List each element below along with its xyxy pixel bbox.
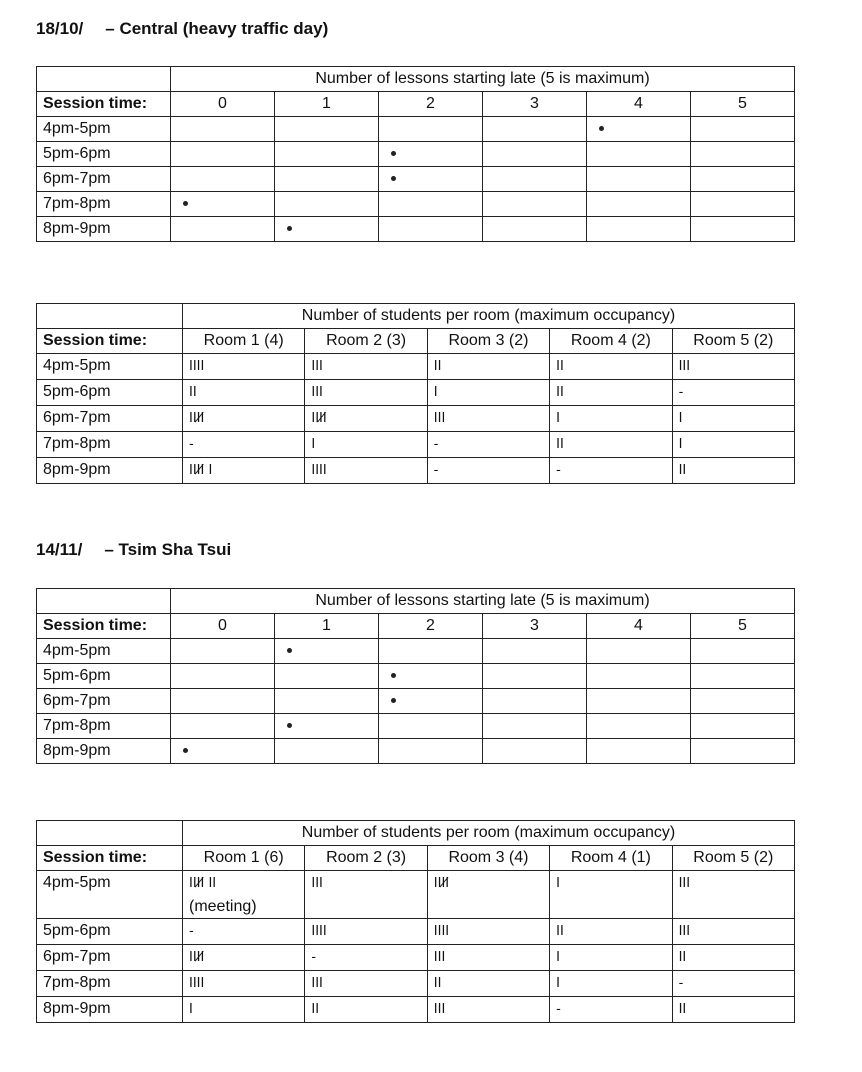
row-header: Session time:: [37, 846, 183, 871]
row-header: Session time:: [37, 614, 171, 639]
occupancy-cell: [427, 354, 549, 380]
table-row: [37, 432, 795, 458]
row-header: Session time:: [37, 329, 183, 354]
tally-marks: I: [678, 437, 683, 452]
session-time: 7pm-8pm: [37, 971, 183, 997]
occupancy-cell: [183, 432, 305, 458]
table-row: [37, 117, 795, 142]
late-cell: [587, 689, 691, 714]
session-time: 8pm-9pm: [37, 997, 183, 1023]
column-header: 4: [587, 614, 691, 639]
occupancy-cell: [305, 997, 427, 1023]
tally-marks: I: [556, 411, 561, 426]
tally-dot-marker: [599, 126, 604, 131]
late-cell: [587, 664, 691, 689]
late-table-caption: Number of lessons starting late (5 is maximum): [171, 67, 795, 92]
room-occupancy-table: [36, 820, 795, 1023]
occupancy-cell: [305, 458, 427, 484]
tally-marks: II: [678, 463, 687, 478]
occupancy-cell: [672, 458, 794, 484]
occupancy-cell: [427, 458, 549, 484]
late-cell: [171, 664, 275, 689]
tally-marks: II: [311, 1002, 320, 1017]
late-cell: [691, 664, 795, 689]
tally-marks: -: [189, 924, 194, 939]
late-cell: [171, 117, 275, 142]
occupancy-cell: [427, 871, 549, 919]
tally-marks: III: [311, 385, 323, 400]
section2-date: 14/11/: [36, 540, 83, 559]
late-cell: [379, 639, 483, 664]
occupancy-cell: [672, 354, 794, 380]
tally-marks: III: [311, 976, 323, 991]
tally-marks: II: [433, 976, 442, 991]
session-time: 7pm-8pm: [37, 432, 183, 458]
late-cell: [587, 739, 691, 764]
table-row: [37, 167, 795, 192]
room-column-header: Room 3 (2): [427, 329, 549, 354]
late-cell: [379, 664, 483, 689]
room-column-header: Room 1 (6): [183, 846, 305, 871]
late-cell: [587, 117, 691, 142]
table-row: [37, 945, 795, 971]
tally-marks: IIII̸: [189, 411, 205, 426]
tally-dot-marker: [391, 176, 396, 181]
row-header: Session time:: [37, 92, 171, 117]
tally-marks: IIII: [311, 924, 327, 939]
tally-marks: IIII̸: [311, 411, 327, 426]
late-cell: [379, 142, 483, 167]
tally-marks: -: [433, 437, 439, 452]
session-time: 8pm-9pm: [37, 458, 183, 484]
occupancy-cell: [672, 380, 794, 406]
tally-marks: II: [556, 385, 564, 400]
occupancy-cell: [550, 458, 672, 484]
room-table-caption: Number of students per room (maximum occupancy): [183, 304, 795, 329]
occupancy-cell: [672, 971, 794, 997]
table-row: [37, 639, 795, 664]
column-header: 2: [379, 614, 483, 639]
tally-marks: I: [556, 950, 561, 965]
table-row: [37, 458, 795, 484]
late-cell: [379, 192, 483, 217]
session-time: 5pm-6pm: [37, 664, 171, 689]
occupancy-cell: [550, 871, 672, 919]
late-cell: [379, 714, 483, 739]
session-time: 4pm-5pm: [37, 639, 171, 664]
table-row: [37, 919, 795, 945]
late-cell: [275, 714, 379, 739]
late-cell: [171, 217, 275, 242]
occupancy-cell: [183, 971, 305, 997]
column-header: 3: [483, 614, 587, 639]
late-cell: [275, 217, 379, 242]
late-cell: [171, 142, 275, 167]
tally-dot-marker: [287, 226, 292, 231]
late-cell: [275, 689, 379, 714]
tally-marks: III: [433, 950, 446, 965]
room-column-header: Room 4 (2): [550, 329, 672, 354]
section1-date: 18/10/: [36, 19, 84, 38]
late-cell: [171, 167, 275, 192]
session-time: 4pm-5pm: [37, 117, 171, 142]
late-cell: [587, 192, 691, 217]
occupancy-cell: [305, 406, 427, 432]
tally-marks: IIII: [433, 924, 450, 939]
late-cell: [587, 714, 691, 739]
column-header: 4: [587, 92, 691, 117]
room-column-header: Room 4 (1): [550, 846, 672, 871]
late-cell: [379, 739, 483, 764]
tally-marks: III: [678, 876, 691, 891]
session-time: 4pm-5pm: [37, 354, 183, 380]
section2-location: – Tsim Sha Tsui: [104, 540, 232, 559]
tally-marks: II: [678, 1002, 687, 1017]
late-cell: [483, 689, 587, 714]
tally-marks: -: [311, 950, 317, 965]
tally-marks: -: [189, 437, 194, 452]
tally-marks: IIII: [189, 976, 205, 991]
occupancy-cell: [550, 380, 672, 406]
late-cell: [691, 142, 795, 167]
late-cell: [483, 664, 587, 689]
late-cell: [483, 739, 587, 764]
late-cell: [275, 192, 379, 217]
occupancy-cell: [550, 997, 672, 1023]
tally-marks: II: [433, 359, 442, 374]
late-cell: [483, 639, 587, 664]
tally-marks: III: [678, 359, 691, 374]
table-row: [37, 192, 795, 217]
occupancy-cell: [183, 871, 305, 919]
tally-marks: IIII̸ II: [189, 876, 217, 891]
late-cell: [691, 217, 795, 242]
tally-marks: II: [556, 437, 564, 452]
tally-marks: I: [556, 876, 561, 891]
late-cell: [483, 117, 587, 142]
column-header: 1: [275, 614, 379, 639]
occupancy-cell: [672, 919, 794, 945]
late-cell: [171, 639, 275, 664]
occupancy-cell: [672, 945, 794, 971]
tally-marks: IIII: [311, 463, 327, 478]
late-cell: [587, 142, 691, 167]
room-column-header: Room 1 (4): [183, 329, 305, 354]
cell-note: (meeting): [189, 898, 257, 915]
occupancy-cell: [305, 971, 427, 997]
session-time: 8pm-9pm: [37, 739, 171, 764]
tally-marks: -: [556, 1002, 561, 1017]
column-header: 5: [691, 614, 795, 639]
tally-marks: IIII: [189, 359, 205, 374]
session-time: 5pm-6pm: [37, 380, 183, 406]
occupancy-cell: [427, 432, 549, 458]
section1-heading: [36, 19, 328, 39]
section2-heading: [36, 540, 231, 560]
tally-dot-marker: [391, 673, 396, 678]
late-cell: [171, 714, 275, 739]
room-column-header: Room 5 (2): [672, 846, 794, 871]
table-row: [37, 971, 795, 997]
late-cell: [691, 192, 795, 217]
tally-marks: I: [433, 385, 438, 400]
table-row: [37, 739, 795, 764]
late-cell: [483, 192, 587, 217]
column-header: 0: [171, 614, 275, 639]
late-cell: [691, 739, 795, 764]
occupancy-cell: [305, 945, 427, 971]
late-cell: [171, 689, 275, 714]
occupancy-cell: [305, 380, 427, 406]
occupancy-cell: [550, 432, 672, 458]
column-header: 5: [691, 92, 795, 117]
late-cell: [379, 167, 483, 192]
table-row: [37, 354, 795, 380]
session-time: 8pm-9pm: [37, 217, 171, 242]
occupancy-cell: [427, 945, 549, 971]
room-column-header: Room 2 (3): [305, 329, 427, 354]
late-lessons-table: [36, 588, 795, 764]
tally-marks: II: [556, 924, 564, 939]
late-cell: [275, 167, 379, 192]
table-row: [37, 714, 795, 739]
tally-marks: I: [311, 437, 316, 452]
occupancy-cell: [427, 406, 549, 432]
occupancy-cell: [550, 354, 672, 380]
late-cell: [691, 167, 795, 192]
room-column-header: Room 2 (3): [305, 846, 427, 871]
late-cell: [379, 689, 483, 714]
late-table-caption: Number of lessons starting late (5 is maximum): [171, 589, 795, 614]
late-cell: [691, 117, 795, 142]
occupancy-cell: [183, 458, 305, 484]
session-time: 5pm-6pm: [37, 919, 183, 945]
column-header: 3: [483, 92, 587, 117]
tally-marks: II: [189, 385, 197, 400]
occupancy-cell: [305, 354, 427, 380]
occupancy-cell: [305, 871, 427, 919]
tally-marks: III: [311, 876, 323, 891]
room-column-header: Room 5 (2): [672, 329, 794, 354]
occupancy-cell: [550, 406, 672, 432]
occupancy-cell: [305, 432, 427, 458]
tally-dot-marker: [391, 151, 396, 156]
table-row: [37, 871, 795, 919]
occupancy-cell: [427, 997, 549, 1023]
tally-marks: I: [678, 411, 683, 426]
table-row: [37, 406, 795, 432]
table-row: [37, 142, 795, 167]
late-cell: [171, 739, 275, 764]
tally-dot-marker: [391, 698, 396, 703]
occupancy-cell: [183, 945, 305, 971]
tally-marks: III: [311, 359, 323, 374]
tally-marks: III: [433, 411, 446, 426]
occupancy-cell: [183, 380, 305, 406]
occupancy-cell: [427, 919, 549, 945]
late-cell: [483, 142, 587, 167]
tally-marks: IIII̸: [433, 876, 450, 891]
late-cell: [275, 664, 379, 689]
section1-location: – Central (heavy traffic day): [105, 19, 329, 38]
late-cell: [691, 639, 795, 664]
tally-dot-marker: [183, 748, 188, 753]
tally-dot-marker: [287, 648, 292, 653]
late-cell: [275, 117, 379, 142]
occupancy-cell: [183, 406, 305, 432]
session-time: 6pm-7pm: [37, 406, 183, 432]
column-header: 2: [379, 92, 483, 117]
late-cell: [483, 167, 587, 192]
occupancy-cell: [183, 354, 305, 380]
tally-dot-marker: [287, 723, 292, 728]
occupancy-cell: [305, 919, 427, 945]
table-row: [37, 217, 795, 242]
tally-marks: -: [678, 976, 684, 991]
tally-marks: I: [189, 1002, 193, 1017]
late-cell: [275, 739, 379, 764]
room-occupancy-table: [36, 303, 795, 484]
session-time: 6pm-7pm: [37, 689, 171, 714]
room-table-caption: Number of students per room (maximum occupancy): [183, 821, 795, 846]
occupancy-cell: [550, 945, 672, 971]
tally-marks: II: [556, 359, 564, 374]
table-row: [37, 380, 795, 406]
late-lessons-table: [36, 66, 795, 242]
late-cell: [379, 217, 483, 242]
column-header: 0: [171, 92, 275, 117]
tally-marks: IIII̸: [189, 950, 205, 965]
late-cell: [275, 142, 379, 167]
late-cell: [379, 117, 483, 142]
late-cell: [171, 192, 275, 217]
late-cell: [691, 689, 795, 714]
occupancy-cell: [427, 380, 549, 406]
occupancy-cell: [427, 971, 549, 997]
late-cell: [483, 217, 587, 242]
occupancy-cell: [550, 919, 672, 945]
column-header: 1: [275, 92, 379, 117]
occupancy-cell: [550, 971, 672, 997]
table-row: [37, 664, 795, 689]
late-cell: [587, 167, 691, 192]
late-cell: [691, 714, 795, 739]
occupancy-cell: [672, 406, 794, 432]
late-cell: [587, 639, 691, 664]
tally-marks: -: [556, 463, 561, 478]
table-row: [37, 997, 795, 1023]
occupancy-cell: [672, 871, 794, 919]
occupancy-cell: [672, 997, 794, 1023]
tally-marks: IIII̸ I: [189, 463, 213, 478]
late-cell: [483, 714, 587, 739]
session-time: 4pm-5pm: [37, 871, 183, 919]
occupancy-cell: [672, 432, 794, 458]
session-time: 6pm-7pm: [37, 945, 183, 971]
tally-marks: II: [678, 950, 687, 965]
session-time: 7pm-8pm: [37, 714, 171, 739]
session-time: 6pm-7pm: [37, 167, 171, 192]
tally-marks: III: [678, 924, 691, 939]
occupancy-cell: [183, 919, 305, 945]
table-row: [37, 689, 795, 714]
occupancy-cell: [183, 997, 305, 1023]
session-time: 7pm-8pm: [37, 192, 171, 217]
tally-marks: III: [433, 1002, 446, 1017]
room-column-header: Room 3 (4): [427, 846, 549, 871]
tally-marks: -: [678, 385, 684, 400]
session-time: 5pm-6pm: [37, 142, 171, 167]
late-cell: [275, 639, 379, 664]
tally-marks: I: [556, 976, 561, 991]
tally-marks: -: [433, 463, 439, 478]
late-cell: [587, 217, 691, 242]
tally-dot-marker: [183, 201, 188, 206]
